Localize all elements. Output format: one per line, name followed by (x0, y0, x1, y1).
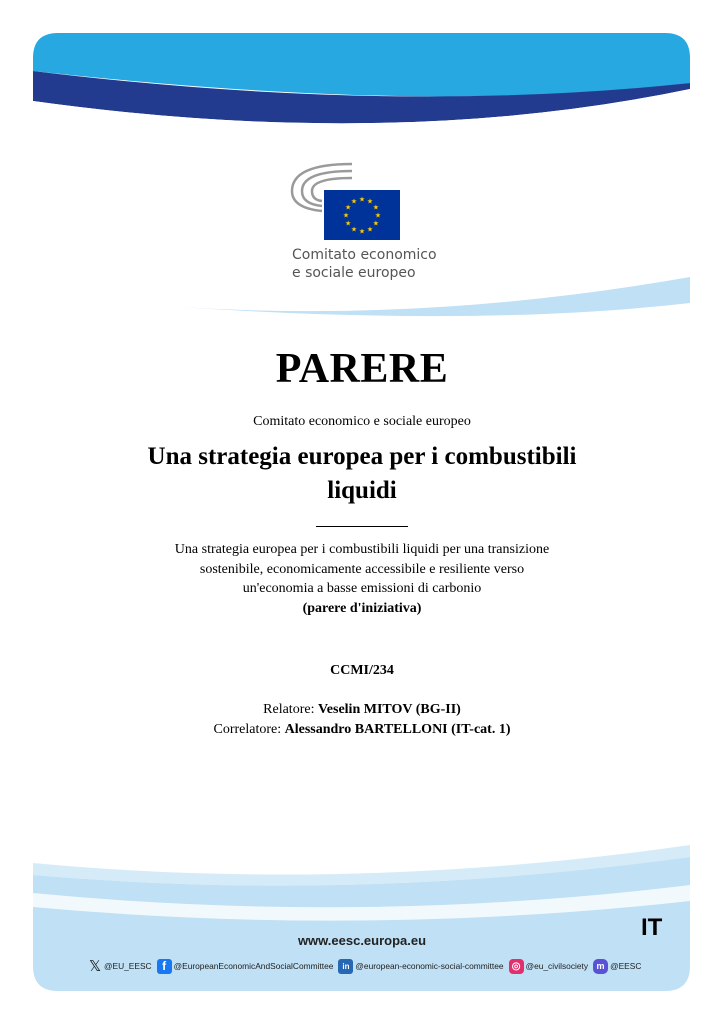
rapporteur-name: Veselin MITOV (BG-II) (317, 702, 461, 717)
subtitle-line2: sostenibile, economicamente accessibile e resiliente verso (199, 561, 525, 577)
social-instagram[interactable] (509, 959, 589, 974)
corapporteur-label: Correlatore: (213, 722, 282, 737)
social-linkedin[interactable] (338, 959, 503, 974)
linkedin-icon: in (338, 959, 353, 974)
eu-star: ★ (372, 203, 379, 212)
eu-star: ★ (372, 219, 379, 228)
eu-star: ★ (345, 219, 352, 228)
eu-star: ★ (366, 197, 374, 206)
header-band (33, 33, 690, 143)
social-links (88, 956, 648, 976)
subtitle-line3: un'economia a basse emissioni di carbonio (242, 581, 482, 596)
social-mastodon[interactable] (593, 959, 641, 974)
eu-star: ★ (366, 225, 374, 234)
social-facebook[interactable] (157, 959, 334, 974)
eu-star: ★ (358, 195, 366, 204)
instagram-icon: ◎ (509, 959, 524, 974)
corapporteur-name: Alessandro BARTELLONI (IT-cat. 1) (284, 722, 511, 737)
title-line1: Una strategia europea per i combustibili (147, 443, 577, 470)
logo-caption-line2: e sociale europeo (292, 265, 416, 281)
facebook-icon: f (157, 959, 172, 974)
x-icon: 𝕏 (88, 958, 102, 975)
mastodon-icon: m (593, 959, 608, 974)
rapporteur-label: Relatore: (263, 702, 315, 717)
rapporteur (0, 702, 724, 718)
social-linkedin-label: @european-economic-social-committee (355, 961, 504, 971)
organisation-name: Comitato economico e sociale europeo (253, 414, 471, 429)
eu-star: ★ (345, 203, 352, 212)
social-instagram-label: @eu_civilsociety (525, 961, 589, 971)
subtitle-note: (parere d'iniziativa) (302, 600, 422, 616)
eu-star: ★ (358, 227, 366, 236)
eu-star: ★ (342, 211, 350, 220)
decorative-swoosh (180, 275, 690, 335)
document-subtitle (150, 540, 574, 618)
logo-caption-line1: Comitato economico (292, 247, 437, 263)
document-type: PARERE (275, 346, 449, 392)
document-title (112, 440, 612, 508)
social-mastodon-label: @EESC (610, 961, 642, 971)
title-divider (316, 526, 408, 527)
social-facebook-label: @EuropeanEconomicAndSocialCommittee (173, 961, 334, 971)
website-link[interactable]: www.eesc.europa.eu (297, 933, 427, 948)
subtitle-line1: Una strategia europea per i combustibili liquidi per una transizione (174, 542, 550, 557)
eu-star: ★ (350, 225, 358, 234)
eu-star: ★ (350, 197, 358, 206)
title-line2: liquidi (327, 477, 397, 504)
social-x[interactable] (88, 959, 152, 974)
language-code: IT (641, 914, 663, 941)
reference-code: CCMI/234 (330, 663, 394, 678)
eu-star: ★ (374, 211, 382, 220)
corapporteur (0, 722, 724, 738)
social-x-label: @EU_EESC (104, 961, 152, 971)
